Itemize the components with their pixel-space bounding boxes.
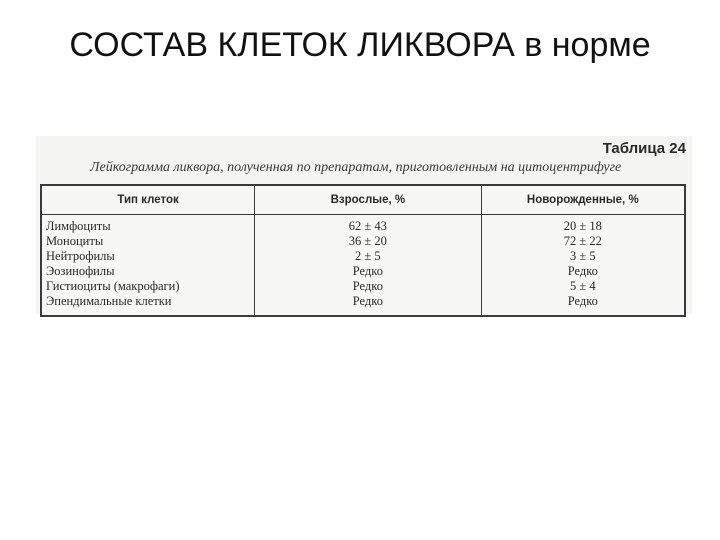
- leukogram-table: [40, 184, 686, 317]
- table-caption: Лейкограмма ликвора, полученная по препаратам, приготовленным на цитоцентрифуге: [90, 160, 622, 175]
- cell-adults: Редко: [255, 264, 481, 279]
- table-row: [41, 294, 685, 316]
- table-row: [41, 279, 685, 294]
- table-row: [41, 215, 685, 235]
- table-figure: [36, 136, 692, 314]
- cell-newborns: 3 ± 5: [481, 249, 685, 264]
- cell-adults: 2 ± 5: [255, 249, 481, 264]
- cell-type: Эозинофилы: [41, 264, 255, 279]
- cell-adults: 36 ± 20: [255, 234, 481, 249]
- table-number: Таблица 24: [602, 140, 686, 157]
- cell-adults: Редко: [255, 279, 481, 294]
- table-row: [41, 249, 685, 264]
- cell-newborns: 20 ± 18: [481, 215, 685, 235]
- slide-title: СОСТАВ КЛЕТОК ЛИКВОРА в норме: [69, 26, 651, 64]
- cell-type: Моноциты: [41, 234, 255, 249]
- header-cell-type: Тип клеток: [41, 185, 255, 215]
- cell-type: Гистиоциты (макрофаги): [41, 279, 255, 294]
- cell-type: Лимфоциты: [41, 215, 255, 235]
- cell-newborns: Редко: [481, 294, 685, 316]
- cell-adults: 62 ± 43: [255, 215, 481, 235]
- header-newborns: Новорожденные, %: [481, 185, 685, 215]
- cell-newborns: 72 ± 22: [481, 234, 685, 249]
- cell-type: Эпендимальные клетки: [41, 294, 255, 316]
- table-row: [41, 234, 685, 249]
- table-row: [41, 264, 685, 279]
- header-adults: Взрослые, %: [255, 185, 481, 215]
- table-header-row: [41, 185, 685, 215]
- cell-adults: Редко: [255, 294, 481, 316]
- cell-type: Нейтрофилы: [41, 249, 255, 264]
- cell-newborns: Редко: [481, 264, 685, 279]
- cell-newborns: 5 ± 4: [481, 279, 685, 294]
